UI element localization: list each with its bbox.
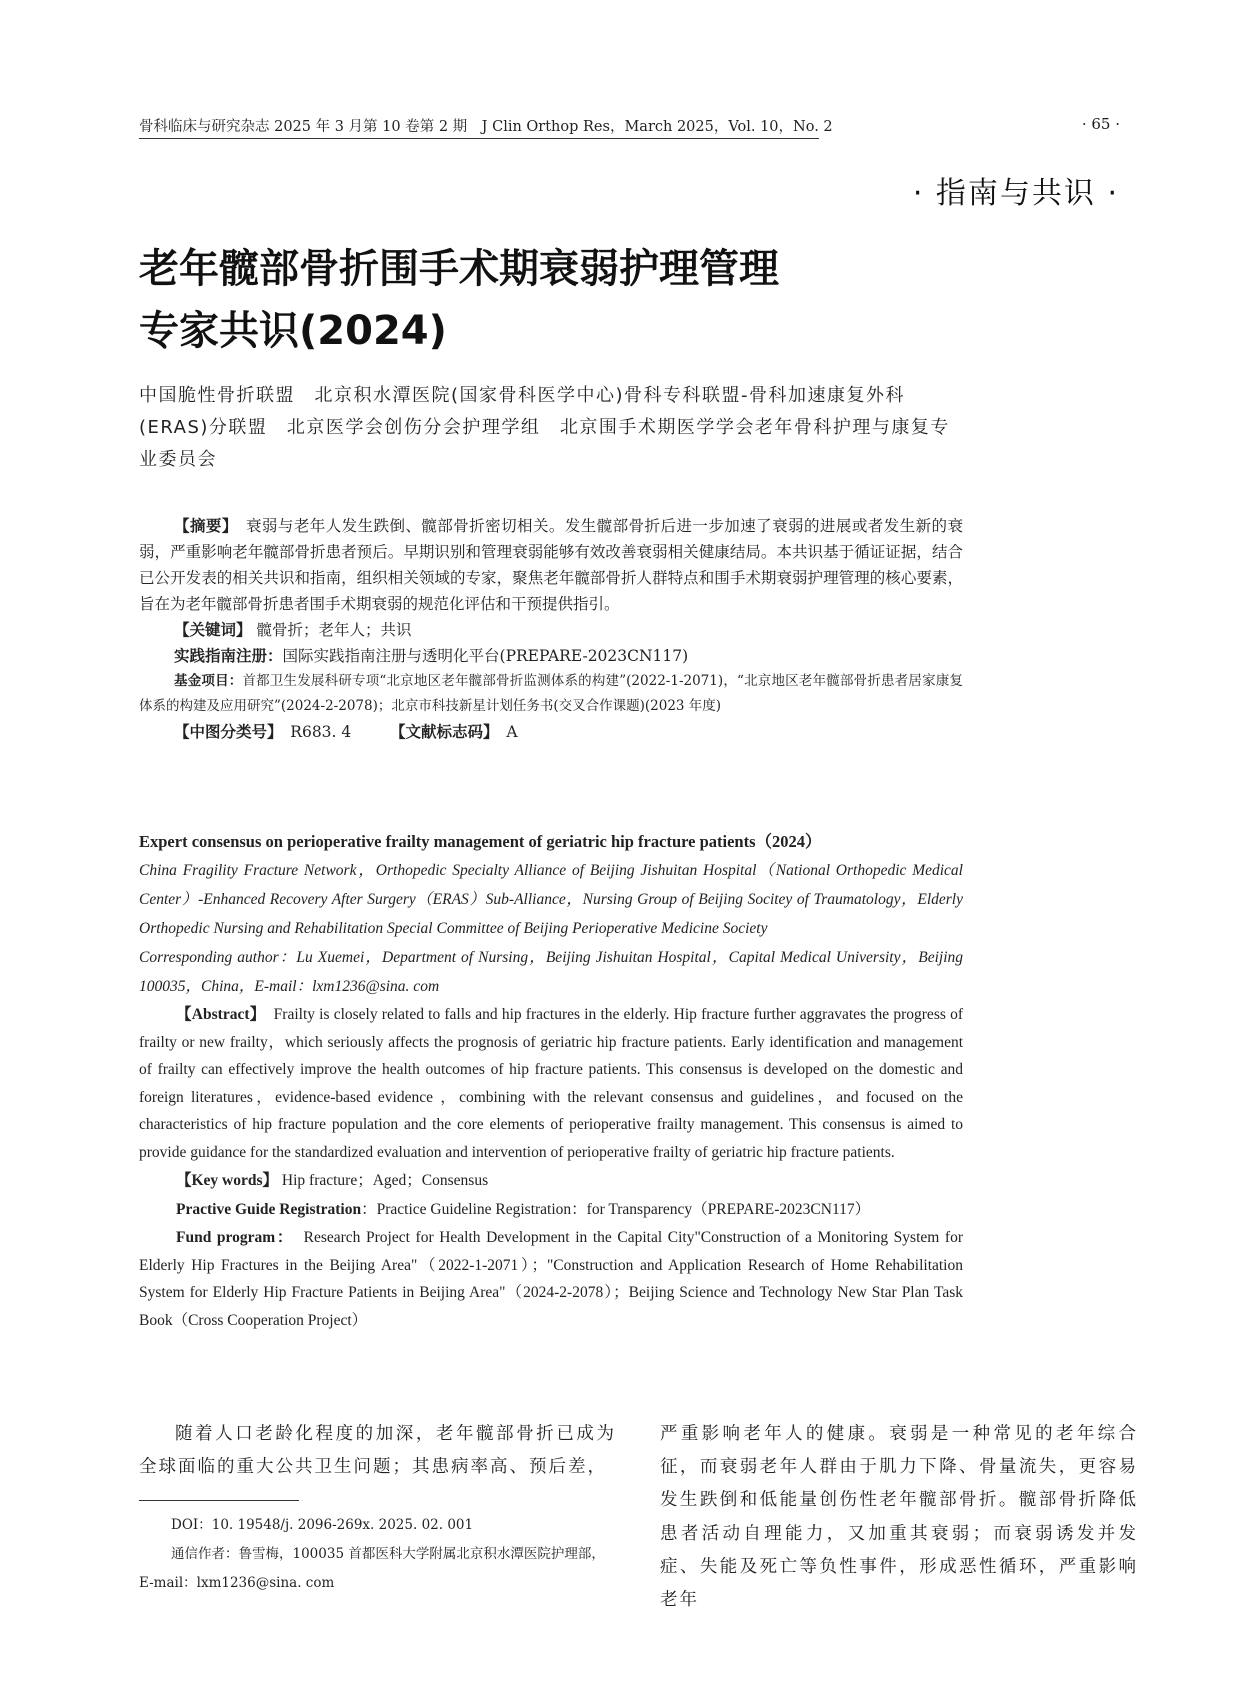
zh-classification [139, 719, 963, 745]
en-abstract-label: 【Abstract】 [176, 1006, 258, 1023]
zh-fund-text: 首都卫生发展科研专项“北京地区老年髋部骨折监测体系的构建”(2022-1-2071)，“北京地区老年髋部骨折患者居家康复体系的构建及应用研究”(2024-2-2078)；北京市科技新星计划任务书(交叉合作课题)(2023 年度) [139, 673, 963, 714]
column-tag: · 指南与共识 · [912, 176, 1119, 211]
body-right-column [660, 1418, 1138, 1617]
en-keywords-text: Hip fracture；Aged；Consensus [281, 1172, 489, 1189]
zh-fund-label: 基金项目： [174, 673, 243, 689]
zh-abstract-label: 【摘要】 [174, 517, 231, 535]
en-fund [139, 1224, 963, 1334]
page-title [139, 238, 1039, 362]
en-registration [139, 1195, 963, 1224]
en-registration-label: Practive Guide Registration [176, 1201, 362, 1218]
zh-abstract-text: 衰弱与老年人发生跌倒、髋部骨折密切相关。发生髋部骨折后进一步加速了衰弱的进展或者发生新的衰弱，严重影响老年髋部骨折患者预后。早期识别和管理衰弱能够有效改善衰弱相关健康结局。本共识基于循证证据，结合已公开发表的相关共识和指南，组织相关领域的专家，聚焦老年髋部骨折人群特点和围手术期衰弱护理管理的核心要素，旨在为老年髋部骨折患者围手术期衰弱的规范化评估和干预提供指引。 [139, 517, 963, 613]
zh-clc-label: 【中图分类号】 [174, 723, 275, 741]
footnote-correspondence: 通信作者：鲁雪梅，100035 首都医科大学附属北京积水潭医院护理部，E-mail：lxm1236@sina. com [139, 1546, 605, 1591]
zh-keywords-text: 髋骨折；老年人；共识 [256, 621, 412, 639]
zh-abstract [139, 513, 963, 617]
en-abstract-text: Frailty is closely related to falls and hip fractures in the elderly. Hip fracture further aggravates the progress of frailty or new frailty，which seriously affects the prognosis of geriatric hip fracture patients. Early identification and management of frailty can effectively improve the health outcomes of hip fracture patients. This consensus is developed on the domestic and foreign literatures，evidence-based evidence ，combining with the relevant consensus and guidelines，and focused on the characteristics of hip fracture population and the core elements of perioperative frailty management. This consensus is aimed to provide guidance for the standardized evaluation and intervention of perioperative frailty of geriatric hip fracture patients. [139, 1006, 963, 1161]
en-keywords [139, 1166, 963, 1195]
zh-doccode-label: 【文献标志码】 [397, 723, 491, 741]
footnote-doi: DOI：10. 19548/j. 2096-269x. 2025. 02. 001 [171, 1517, 474, 1533]
en-fund-text: Research Project for Health Development in the Capital City"Construction of a Monitoring System for Elderly Hip Fractures in the Beijing Area"（2022-1-2071）；"Construction and Application Research of Home Rehabilitation System for Elderly Hip Fracture Patients in Beijing Area"（2024-2-2078）；Beijing Science and Technology New Star Plan Task Book（Cross Cooperation Project） [139, 1229, 963, 1329]
en-authors: China Fragility Fracture Network，Orthopedic Specialty Alliance of Beijing Jishuitan Hospital（National Orthopedic Medical Center）-Enhanced Recovery After Surgery（ERAS）Sub-Alliance，Nursing Group of Beijing Socitey of Traumatology，Elderly Orthopedic Nursing and Rehabilitation Special Committee of Beijing Perioperative Medicine Society [139, 862, 963, 937]
zh-registration-text: 国际实践指南注册与透明化平台(PREPARE-2023CN117) [282, 647, 689, 665]
en-registration-text: ：Practice Guideline Registration：for Transparency（PREPARE-2023CN117） [361, 1201, 871, 1218]
title-line-2: 专家共识(2024) [139, 308, 447, 354]
author-list: 中国脆性骨折联盟 北京积水潭医院(国家骨科医学中心)骨科专科联盟-骨科加速康复外科(ERAS)分联盟 北京医学会创伤分会护理学组 北京围手术期医学学会老年骨科护理与康复专业委员会 [139, 385, 950, 470]
zh-registration-label: 实践指南注册： [174, 647, 283, 665]
footnotes [139, 1511, 616, 1598]
running-head-rule [139, 138, 819, 139]
en-corresponding: Corresponding author：Lu Xuemei，Department of Nursing，Beijing Jishuitan Hospital，Capital Medical University，Beijing 100035，China，E-mail：lxm1236@sina. com [139, 949, 963, 995]
zh-keywords-label: 【关键词】 [174, 621, 252, 639]
running-head: 骨科临床与研究杂志 2025 年 3 月第 10 卷第 2 期 J Clin Orthop Res，March 2025，Vol. 10，No. 2 [139, 119, 833, 135]
en-fund-label: Fund program： [176, 1229, 287, 1246]
en-keywords-label: 【Key words】 [176, 1172, 279, 1189]
page-number: · 65 · [1081, 115, 1120, 133]
title-line-1: 老年髋部骨折围手术期衰弱护理管理 [139, 246, 779, 292]
en-title: Expert consensus on perioperative frailty management of geriatric hip fracture patients（2024） [139, 832, 822, 851]
zh-clc-value: R683. 4 [290, 723, 352, 741]
footnote-rule [139, 1500, 299, 1501]
zh-fund [139, 669, 963, 719]
chinese-abstract-block [139, 513, 963, 745]
body-paragraph-left: 随着人口老龄化程度的加深，老年髋部骨折已成为全球面临的重大公共卫生问题；其患病率高、预后差， [139, 1424, 616, 1477]
zh-doccode-value: A [506, 723, 518, 741]
body-left-column [139, 1418, 616, 1484]
english-abstract-block [139, 827, 963, 1334]
zh-keywords [139, 617, 963, 643]
body-paragraph-right: 严重影响老年人的健康。衰弱是一种常见的老年综合征，而衰弱老年人群由于肌力下降、骨量流失，更容易发生跌倒和低能量创伤性老年髋部骨折。髋部骨折降低患者活动自理能力，又加重其衰弱；而衰弱诱发并发症、失能及死亡等负性事件，形成恶性循环，严重影响老年 [660, 1424, 1138, 1611]
zh-registration [139, 643, 963, 669]
en-abstract [139, 1001, 963, 1166]
